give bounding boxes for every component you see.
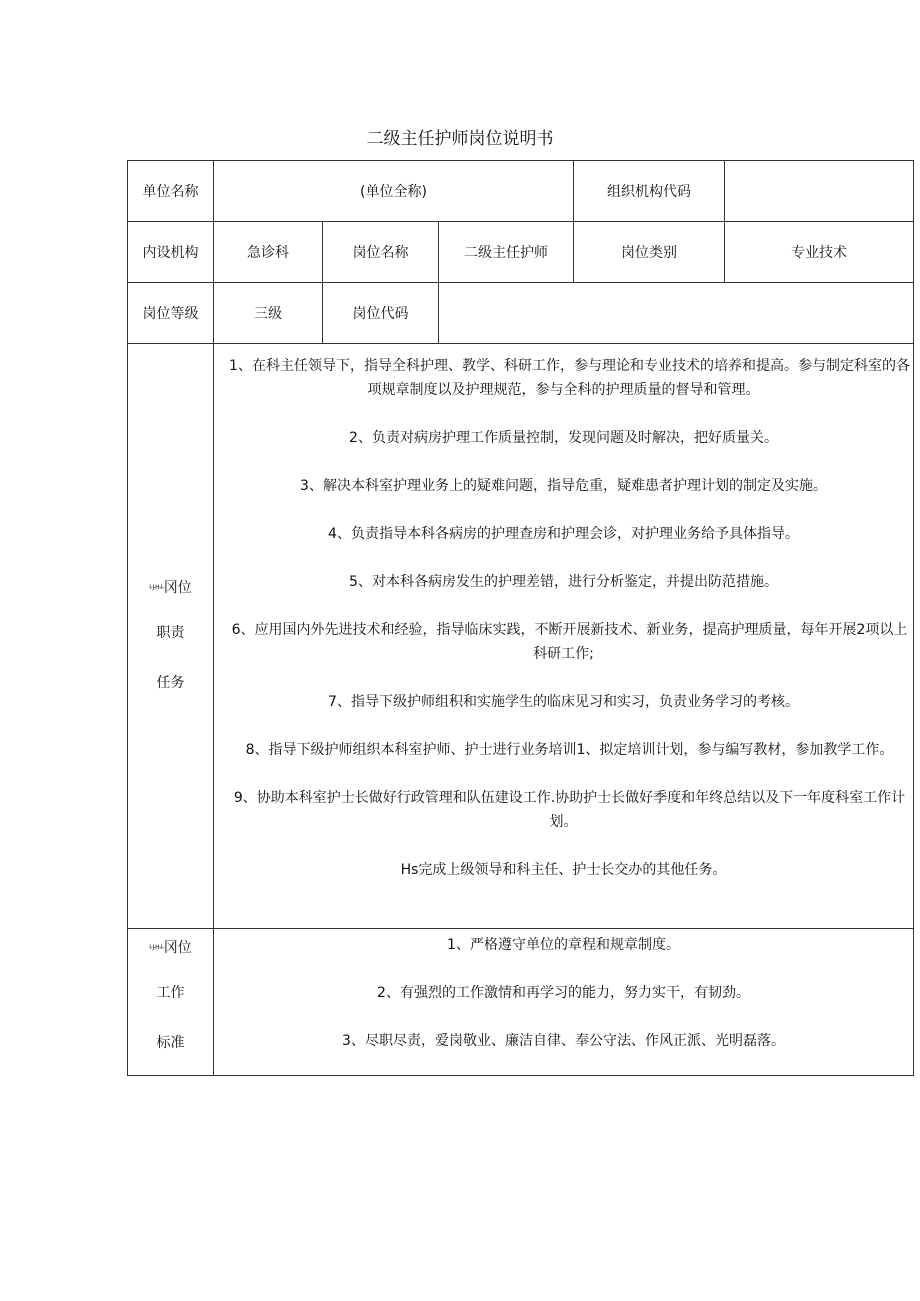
standard-item: 3、尽职尽责，爱岗敬业、廉洁自律、奉公守法、作风正派、光明磊落。	[342, 1033, 785, 1049]
standards-label-line2: 工作	[156, 985, 185, 1001]
duties-label-prefix: I-J-H-I-	[149, 584, 164, 591]
duties-label-line1: 冈位	[163, 580, 192, 596]
post-level-label: 岗位等级	[128, 283, 214, 344]
duty-item: 5、对本科各病房发生的护理差错，进行分析鉴定，并提出防范措施。	[349, 574, 778, 590]
unit-name-label: 单位名称	[128, 161, 214, 222]
post-type-label: 岗位类别	[574, 222, 725, 283]
duty-item: 8、指导下级护师组织本科室护师、护士进行业务培训1、拟定培训计划，参与编写教材，参加教学工作。	[245, 742, 894, 758]
post-code-label: 岗位代码	[323, 283, 439, 344]
duty-item: 9、协助本科室护士长做好行政管理和队伍建设工作.协助护士长做好季度和年终总结以及下一年度科室工作计划。	[233, 790, 906, 830]
post-name-value: 二级主任护师	[439, 222, 574, 283]
standard-item: 2、有强烈的工作激情和再学习的能力，努力实干，有韧劲。	[377, 985, 750, 1001]
row-dept	[128, 222, 914, 283]
duty-item: 4、负责指导本科各病房的护理查房和护理会诊，对护理业务给予具体指导。	[328, 526, 799, 542]
duties-label-line3: 任务	[156, 675, 185, 691]
duty-item: 1、在科主任领导下，指导全科护理、教学、科研工作，参与理论和专业技术的培养和提高。参与制定科室的各项规章制度以及护理规范，参与全科的护理质量的督导和管理。	[229, 358, 910, 398]
duty-item: 7、指导下级护师组积和实施学生的临床见习和实习，负责业务学习的考核。	[328, 694, 799, 710]
row-duties	[128, 344, 914, 929]
post-type-value: 专业技术	[725, 222, 914, 283]
document-title: 二级主任护师岗位说明书	[366, 129, 554, 149]
unit-name-value: (单位全称)	[214, 161, 574, 222]
org-code-label: 组织机构代码	[574, 161, 725, 222]
post-code-value	[439, 283, 914, 344]
dept-label: 内设机构	[128, 222, 214, 283]
org-code-value	[725, 161, 914, 222]
post-level-value: 三级	[214, 283, 323, 344]
duty-item: 3、解决本科室护理业务上的疑难问题，指导危重，疑难患者护理计划的制定及实施。	[300, 478, 827, 494]
standards-content	[214, 929, 914, 1076]
duties-content	[214, 344, 914, 929]
row-unit	[128, 161, 914, 222]
standards-label-line1: 冈位	[163, 940, 192, 956]
standard-item: 1、严格遵守单位的章程和规章制度。	[447, 937, 680, 953]
duty-item: Hs完成上级领导和科主任、护士长交办的其他任务。	[400, 862, 727, 878]
duties-label-line2: 职责	[156, 625, 185, 641]
duties-label-cell	[128, 344, 214, 929]
row-standards	[128, 929, 914, 1076]
standards-label-line3: 标准	[156, 1035, 185, 1051]
duty-item: 6、应用国内外先进技术和经验，指导临床实践，不断开展新技术、新业务，提高护理质量，每年开展2项以上科研工作;	[231, 622, 908, 662]
row-level	[128, 283, 914, 344]
post-name-label: 岗位名称	[323, 222, 439, 283]
duty-item: 2、负责对病房护理工作质量控制，发现问题及时解决，把好质量关。	[349, 430, 778, 446]
post-description-table	[127, 160, 914, 1076]
standards-label-prefix: I-J-H-I-	[149, 944, 164, 951]
standards-label-cell	[128, 929, 214, 1076]
dept-value: 急诊科	[214, 222, 323, 283]
